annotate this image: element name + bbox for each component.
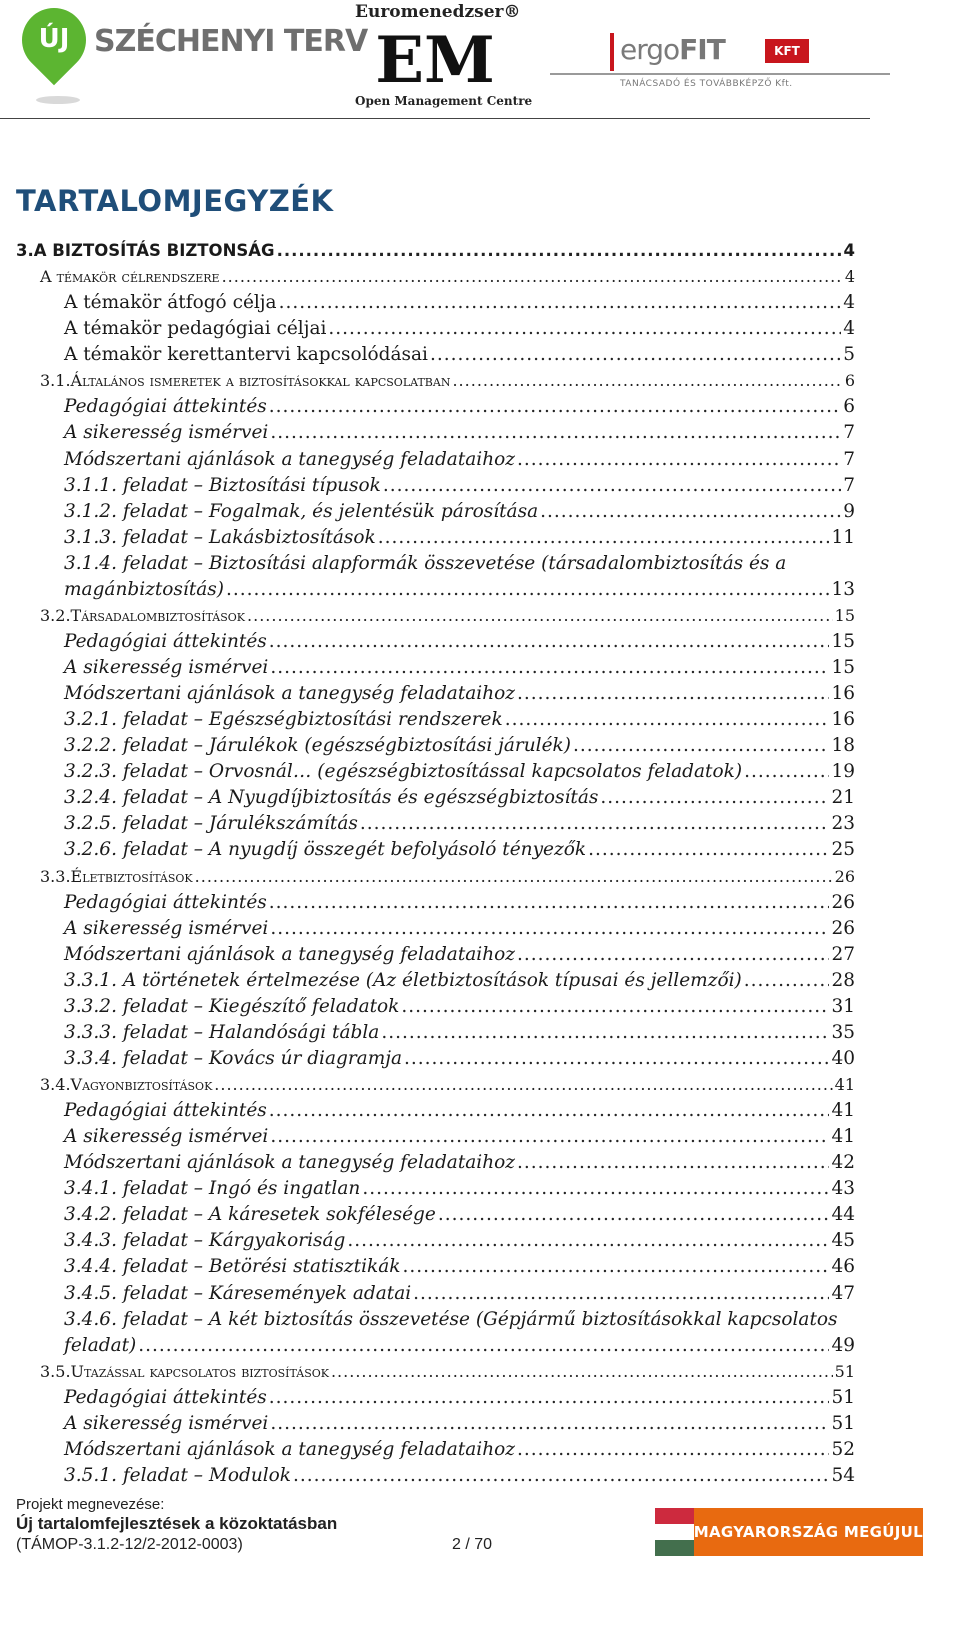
toc-dot-leader xyxy=(505,707,830,733)
toc-entry[interactable] xyxy=(0,1150,960,1176)
toc-dot-leader xyxy=(270,1124,829,1150)
toc-entry-text: 3.2.2. feladat – Járulékok (egészségbiztosítási járulék) xyxy=(64,735,571,757)
toc-entry-text: A sikeresség ismérvei xyxy=(64,422,269,444)
toc-entry[interactable] xyxy=(0,1072,960,1098)
page-number: 2 / 70 xyxy=(452,1536,493,1553)
toc-entry-text: Életbiztosítások xyxy=(70,866,193,886)
toc-entry-line xyxy=(64,473,855,499)
toc-entry-page: 51 xyxy=(834,1361,855,1381)
toc-entry[interactable] xyxy=(0,238,960,264)
toc-dot-leader xyxy=(195,864,833,890)
toc-entry-text: Módszertani ajánlások a tanegység feladataihoz xyxy=(64,943,516,965)
project-code: (TÁMOP-3.1.2-12/2-2012-0003) xyxy=(16,1536,243,1553)
toc-entry-text: 3.3.2. feladat – Kiegészítő feladatok xyxy=(64,995,400,1017)
toc-entry[interactable] xyxy=(0,681,960,707)
toc-entry-number: 3.3. xyxy=(40,866,71,886)
toc-entry-page: 49 xyxy=(831,1334,855,1356)
toc-dot-leader xyxy=(438,1202,830,1228)
toc-dot-leader xyxy=(138,1333,829,1359)
szechenyi-terv-logo xyxy=(18,4,368,104)
toc-entry-line xyxy=(64,968,855,994)
toc-entry-page: 18 xyxy=(831,735,855,757)
toc-entry-text: 3.4.6. feladat – A két biztosítás összevetése (Gépjármű biztosításokkal kapcsolatos xyxy=(64,1308,838,1330)
toc-entry-text: 3.4.3. feladat – Kárgyakoriság xyxy=(64,1230,346,1252)
toc-entry[interactable] xyxy=(0,290,960,316)
toc-entry-page: 41 xyxy=(831,1126,855,1148)
toc-dot-leader xyxy=(328,316,841,342)
toc-dot-leader xyxy=(517,1150,829,1176)
toc-entry-text: Vagyonbiztosítások xyxy=(70,1075,213,1094)
toc-dot-leader xyxy=(269,1098,830,1124)
toc-entry-line xyxy=(64,1333,855,1359)
toc-entry-line xyxy=(64,1098,855,1124)
toc-entry-page: 15 xyxy=(831,657,855,678)
toc-entry[interactable] xyxy=(0,447,960,473)
toc-entry-text: Módszertani ajánlások a tanegység feladataihoz xyxy=(64,1438,516,1460)
project-label: Projekt megnevezése: xyxy=(16,1496,165,1513)
toc-entry[interactable] xyxy=(0,473,960,499)
toc-entry-line xyxy=(64,394,855,420)
toc-entry-line xyxy=(64,1228,855,1254)
toc-entry-text: 3.4.5. feladat – Káresemények adatai xyxy=(64,1282,412,1304)
toc-entry-page: 9 xyxy=(843,500,855,522)
toc-entry-text: A sikeresség ismérvei xyxy=(64,1126,269,1148)
toc-entry[interactable] xyxy=(0,1098,960,1124)
toc-entry[interactable] xyxy=(0,551,960,577)
toc-entry-page: 7 xyxy=(843,448,855,470)
toc-entry-page: 44 xyxy=(831,1204,855,1226)
magyarorszag-megujul-logo xyxy=(655,1508,923,1556)
toc-entry-page: 7 xyxy=(843,474,855,496)
page-header xyxy=(0,0,960,125)
toc-dot-leader xyxy=(362,1176,829,1202)
toc-entry[interactable] xyxy=(0,1463,960,1489)
euromenedzser-logo xyxy=(355,2,533,112)
logo-title: SZÉCHENYI TERV xyxy=(94,24,368,59)
toc-dot-leader xyxy=(270,420,841,446)
toc-entry-page: 4 xyxy=(844,267,855,287)
toc-dot-leader xyxy=(247,603,833,629)
toc-entry-page: 47 xyxy=(831,1282,855,1304)
toc-entry-line xyxy=(64,1307,855,1333)
toc-entry-text: feladat) xyxy=(64,1334,137,1356)
toc-entry-number: 3.4. xyxy=(40,1075,71,1094)
toc-entry-line xyxy=(64,316,855,342)
toc-dot-leader xyxy=(744,759,829,785)
toc-dot-leader xyxy=(270,655,829,681)
toc-entry[interactable] xyxy=(0,1385,960,1411)
toc-dot-leader xyxy=(381,1020,829,1046)
toc-entry-text: 3.1.3. feladat – Lakásbiztosítások xyxy=(64,526,376,548)
toc-entry-page: 4 xyxy=(843,318,855,340)
toc-entry-line xyxy=(40,368,855,394)
toc-entry-number: 3.1. xyxy=(40,371,71,391)
toc-entry[interactable] xyxy=(0,707,960,733)
toc-entry-text: A témakör célrendszere xyxy=(40,267,220,287)
toc-entry-page: 26 xyxy=(831,891,855,913)
toc-entry-page: 5 xyxy=(843,344,855,366)
toc-dot-leader xyxy=(269,394,841,420)
hungarian-flag-icon xyxy=(655,1508,694,1556)
toc-entry-text: Pedagógiai áttekintés xyxy=(64,891,267,913)
toc-entry-line xyxy=(64,577,855,603)
toc-entry-line xyxy=(64,1411,855,1437)
toc-entry[interactable] xyxy=(0,968,960,994)
toc-entry-page: 31 xyxy=(831,995,855,1017)
toc-dot-leader xyxy=(279,290,842,316)
toc-entry-text: 3.1.2. feladat – Fogalmak, és jelentésük párosítása xyxy=(64,500,539,522)
toc-dot-leader xyxy=(226,577,829,603)
toc-entry-line xyxy=(64,1281,855,1307)
toc-entry[interactable] xyxy=(0,864,960,890)
toc-entry-page: 11 xyxy=(831,526,855,548)
toc-entry-line xyxy=(64,707,855,733)
toc-entry[interactable] xyxy=(0,603,960,629)
flag-stripe-white xyxy=(655,1524,694,1540)
toc-entry-line xyxy=(40,1359,855,1385)
toc-entry-text: 3.2.6. feladat – A nyugdíj összegét befolyásoló tényezők xyxy=(64,839,587,861)
toc-entry-page: 28 xyxy=(831,969,855,991)
toc-entry[interactable] xyxy=(0,1228,960,1254)
toc-entry[interactable] xyxy=(0,525,960,551)
toc-entry-text: 3.1.4. feladat – Biztosítási alapformák összevetése (társadalombiztosítás és a xyxy=(64,552,787,574)
toc-entry-line xyxy=(64,342,855,368)
toc-entry-page: 15 xyxy=(831,630,855,652)
toc-entry[interactable] xyxy=(0,1411,960,1437)
toc-entry-line xyxy=(64,1385,855,1411)
toc-entry-page: 26 xyxy=(834,866,855,886)
toc-entry[interactable] xyxy=(0,577,960,603)
toc-dot-leader xyxy=(573,733,830,759)
toc-entry-line xyxy=(64,759,855,785)
toc-entry-page: 41 xyxy=(831,1100,855,1122)
toc-entry-text: Pedagógiai áttekintés xyxy=(64,1386,267,1408)
toc-entry-text: Pedagógiai áttekintés xyxy=(64,1100,267,1122)
toc-entry-page: 7 xyxy=(843,422,855,444)
toc-entry-number: 3.5. xyxy=(40,1361,71,1381)
toc-entry[interactable] xyxy=(0,1307,960,1333)
toc-entry-line xyxy=(64,420,855,446)
toc-entry-line xyxy=(64,525,855,551)
toc-dot-leader xyxy=(517,681,829,707)
toc-entry-text: A témakör pedagógiai céljai xyxy=(64,318,327,340)
toc-entry-page: 51 xyxy=(831,1386,855,1408)
toc-dot-leader xyxy=(401,994,829,1020)
flag-stripe-red xyxy=(655,1508,694,1524)
toc-entry-text: 3.2.4. feladat – A Nyugdíjbiztosítás és egészségbiztosítás xyxy=(64,787,599,809)
toc-entry-text: 3.2.1. feladat – Egészségbiztosítási rendszerek xyxy=(64,709,503,731)
kft-badge: KFT xyxy=(765,39,809,63)
ergofit-logo xyxy=(550,25,890,95)
toc-entry-line xyxy=(64,1020,855,1046)
toc-entry-page: 4 xyxy=(843,292,855,314)
toc-entry-line xyxy=(64,551,855,577)
toc-entry-line xyxy=(64,890,855,916)
logo-pin-text: ÚJ xyxy=(38,24,70,54)
toc-entry[interactable] xyxy=(0,264,960,290)
project-name: Új tartalomfejlesztések a közoktatásban xyxy=(16,1514,338,1533)
em-monogram-icon xyxy=(355,26,520,88)
toc-entry-text: Pedagógiai áttekintés xyxy=(64,630,267,652)
toc-entry-text: 3.3.1. A történetek értelmezése (Az életbiztosítások típusai és jellemzői) xyxy=(64,969,742,991)
toc-entry-text: Módszertani ajánlások a tanegység feladataihoz xyxy=(64,448,516,470)
toc-entry-text: 3.2.3. feladat – Orvosnál… (egészségbiztosítással kapcsolatos feladatok) xyxy=(64,761,743,783)
ergo-accent-bar xyxy=(610,33,614,71)
toc-entry-page: 19 xyxy=(831,761,855,783)
toc-entry[interactable] xyxy=(0,785,960,811)
toc-dot-leader xyxy=(383,473,841,499)
logo-title: Euromenedzser® xyxy=(355,2,521,22)
toc-entry-page: 51 xyxy=(831,1412,855,1434)
toc-entry-page: 21 xyxy=(831,787,855,809)
toc-entry-line xyxy=(64,1254,855,1280)
toc-entry[interactable] xyxy=(0,942,960,968)
toc-dot-leader xyxy=(517,1437,829,1463)
toc-entry[interactable] xyxy=(0,316,960,342)
toc-dot-leader xyxy=(744,968,830,994)
toc-entry-line xyxy=(64,1176,855,1202)
toc-entry-text: A sikeresség ismérvei xyxy=(64,1412,269,1434)
toc-entry-text: 3.5.1. feladat – Modulok xyxy=(64,1464,291,1486)
toc-entry[interactable] xyxy=(0,420,960,446)
toc-entry-text: 3.2.5. feladat – Járulékszámítás xyxy=(64,813,358,835)
toc-entry-line xyxy=(64,655,855,681)
toc-dot-leader xyxy=(600,785,829,811)
toc-entry[interactable] xyxy=(0,1124,960,1150)
page-title: TARTALOMJEGYZÉK xyxy=(16,184,334,218)
toc-entry[interactable] xyxy=(0,994,960,1020)
toc-entry-line xyxy=(40,1072,855,1098)
toc-entry-page: 27 xyxy=(831,943,855,965)
toc-entry-text: Pedagógiai áttekintés xyxy=(64,396,267,418)
toc-entry-text: Módszertani ajánlások a tanegység feladataihoz xyxy=(64,683,516,705)
toc-dot-leader xyxy=(331,1359,833,1385)
toc-entry[interactable] xyxy=(0,1254,960,1280)
toc-entry-page: 26 xyxy=(831,917,855,939)
toc-dot-leader xyxy=(293,1463,829,1489)
toc-entry-page: 35 xyxy=(831,1021,855,1043)
toc-entry-page: 43 xyxy=(831,1178,855,1200)
toc-entry-text: Társadalombiztosítások xyxy=(70,605,246,625)
page-footer xyxy=(0,1496,960,1626)
toc-entry[interactable] xyxy=(0,916,960,942)
toc-dot-leader xyxy=(404,1046,829,1072)
toc-entry-page: 46 xyxy=(831,1256,855,1278)
toc-entry-text: A BIZTOSÍTÁS BIZTONSÁG xyxy=(33,241,275,260)
toc-dot-leader xyxy=(517,942,829,968)
toc-entry-text: A témakör átfogó célja xyxy=(64,292,277,314)
toc-dot-leader xyxy=(430,342,841,368)
toc-dot-leader xyxy=(413,1281,829,1307)
toc-entry[interactable] xyxy=(0,890,960,916)
logo-subtitle: Open Management Centre xyxy=(355,94,533,108)
toc-dot-leader xyxy=(402,1254,829,1280)
toc-entry-text: Utazással kapcsolatos biztosítások xyxy=(70,1361,329,1381)
toc-entry-page: 6 xyxy=(843,396,855,418)
toc-entry-line xyxy=(64,681,855,707)
toc-entry-page: 16 xyxy=(831,683,855,705)
toc-entry-line xyxy=(64,290,855,316)
table-of-contents xyxy=(0,238,960,1489)
toc-entry-line xyxy=(64,994,855,1020)
toc-entry[interactable] xyxy=(0,811,960,837)
toc-dot-leader xyxy=(214,1072,832,1098)
logo-name-b: FIT xyxy=(679,33,725,66)
toc-entry-page: 54 xyxy=(831,1464,855,1486)
toc-entry-text: 3.4.4. feladat – Betörési statisztikák xyxy=(64,1256,401,1278)
toc-entry-line xyxy=(64,1150,855,1176)
toc-entry-text: A sikeresség ismérvei xyxy=(64,917,269,939)
toc-entry-page: 52 xyxy=(831,1438,855,1460)
toc-entry[interactable] xyxy=(0,499,960,525)
toc-entry[interactable] xyxy=(0,733,960,759)
toc-entry-page: 13 xyxy=(831,578,855,600)
toc-entry-page: 41 xyxy=(834,1075,855,1094)
toc-dot-leader xyxy=(222,264,843,290)
toc-entry-text: A témakör kerettantervi kapcsolódásai xyxy=(64,344,428,366)
toc-entry-line xyxy=(64,916,855,942)
toc-entry[interactable] xyxy=(0,1046,960,1072)
toc-dot-leader xyxy=(269,890,830,916)
toc-entry-line xyxy=(16,238,855,264)
toc-entry-line xyxy=(64,785,855,811)
toc-entry-number: 3. xyxy=(16,241,34,260)
toc-dot-leader xyxy=(452,368,842,394)
toc-dot-leader xyxy=(347,1228,829,1254)
toc-entry-text: A sikeresség ismérvei xyxy=(64,657,269,678)
logo-subtitle: TANÁCSADÓ ÉS TOVÁBBKÉPZŐ Kft. xyxy=(620,79,793,89)
logo-name-a: ergo xyxy=(620,33,680,66)
toc-entry-line xyxy=(64,942,855,968)
toc-entry-text: 3.3.4. feladat – Kovács úr diagramja xyxy=(64,1047,403,1069)
toc-entry-page: 16 xyxy=(831,709,855,731)
toc-entry-text: Módszertani ajánlások a tanegység feladataihoz xyxy=(64,1152,516,1174)
toc-entry-text: 3.3.3. feladat – Halandósági tábla xyxy=(64,1021,380,1043)
toc-entry-line xyxy=(64,1463,855,1489)
toc-entry-page: 15 xyxy=(834,605,855,625)
logo-shadow xyxy=(36,96,80,104)
toc-entry[interactable] xyxy=(0,837,960,863)
toc-entry-page: 25 xyxy=(831,839,855,861)
toc-dot-leader xyxy=(517,447,841,473)
toc-entry[interactable] xyxy=(0,1020,960,1046)
toc-entry-line xyxy=(64,837,855,863)
toc-entry-page: 23 xyxy=(831,813,855,835)
logo-rule xyxy=(550,73,890,75)
toc-entry-line xyxy=(40,264,855,290)
toc-entry[interactable] xyxy=(0,629,960,655)
toc-dot-leader xyxy=(270,1411,829,1437)
toc-entry[interactable] xyxy=(0,1359,960,1385)
toc-dot-leader xyxy=(269,629,830,655)
toc-entry[interactable] xyxy=(0,1176,960,1202)
toc-entry-text: Általános ismeretek a biztosításokkal kapcsolatban xyxy=(70,371,451,391)
toc-entry-page: 6 xyxy=(844,371,855,391)
flag-stripe-green xyxy=(655,1540,694,1556)
toc-entry-page: 45 xyxy=(831,1230,855,1252)
toc-entry-number: 3.2. xyxy=(40,605,71,625)
toc-entry-text: 3.1.1. feladat – Biztosítási típusok xyxy=(64,474,381,496)
toc-entry-line xyxy=(64,1437,855,1463)
toc-dot-leader xyxy=(378,525,830,551)
toc-entry[interactable] xyxy=(0,1333,960,1359)
toc-dot-leader xyxy=(277,238,842,264)
toc-entry-text: 3.4.2. feladat – A káresetek sokfélesége xyxy=(64,1204,436,1226)
toc-entry-page: 4 xyxy=(843,241,855,260)
toc-dot-leader xyxy=(588,837,829,863)
toc-entry-text: 3.4.1. feladat – Ingó és ingatlan xyxy=(64,1178,361,1200)
em-monogram-text: EM xyxy=(375,26,495,88)
toc-entry-line xyxy=(64,499,855,525)
toc-entry[interactable] xyxy=(0,759,960,785)
logo-title xyxy=(620,33,725,66)
header-divider xyxy=(0,118,870,119)
toc-entry-line xyxy=(40,603,855,629)
toc-entry[interactable] xyxy=(0,394,960,420)
logo-badge-text: MAGYARORSZÁG MEGÚJUL xyxy=(694,1508,923,1556)
toc-dot-leader xyxy=(540,499,841,525)
toc-entry[interactable] xyxy=(0,368,960,394)
toc-entry-line xyxy=(64,1046,855,1072)
toc-dot-leader xyxy=(270,916,829,942)
toc-entry-line xyxy=(64,629,855,655)
toc-entry-line xyxy=(64,1124,855,1150)
toc-entry-line xyxy=(64,1202,855,1228)
toc-entry[interactable] xyxy=(0,342,960,368)
toc-entry-page: 42 xyxy=(831,1152,855,1174)
toc-dot-leader xyxy=(360,811,830,837)
toc-entry-text: magánbiztosítás) xyxy=(64,578,225,600)
toc-entry-line xyxy=(40,864,855,890)
toc-entry[interactable] xyxy=(0,655,960,681)
toc-entry-page: 40 xyxy=(831,1047,855,1069)
toc-entry[interactable] xyxy=(0,1202,960,1228)
toc-entry-line xyxy=(64,447,855,473)
toc-entry-line xyxy=(64,733,855,759)
toc-entry[interactable] xyxy=(0,1437,960,1463)
toc-entry[interactable] xyxy=(0,1281,960,1307)
toc-dot-leader xyxy=(269,1385,830,1411)
toc-entry-line xyxy=(64,811,855,837)
